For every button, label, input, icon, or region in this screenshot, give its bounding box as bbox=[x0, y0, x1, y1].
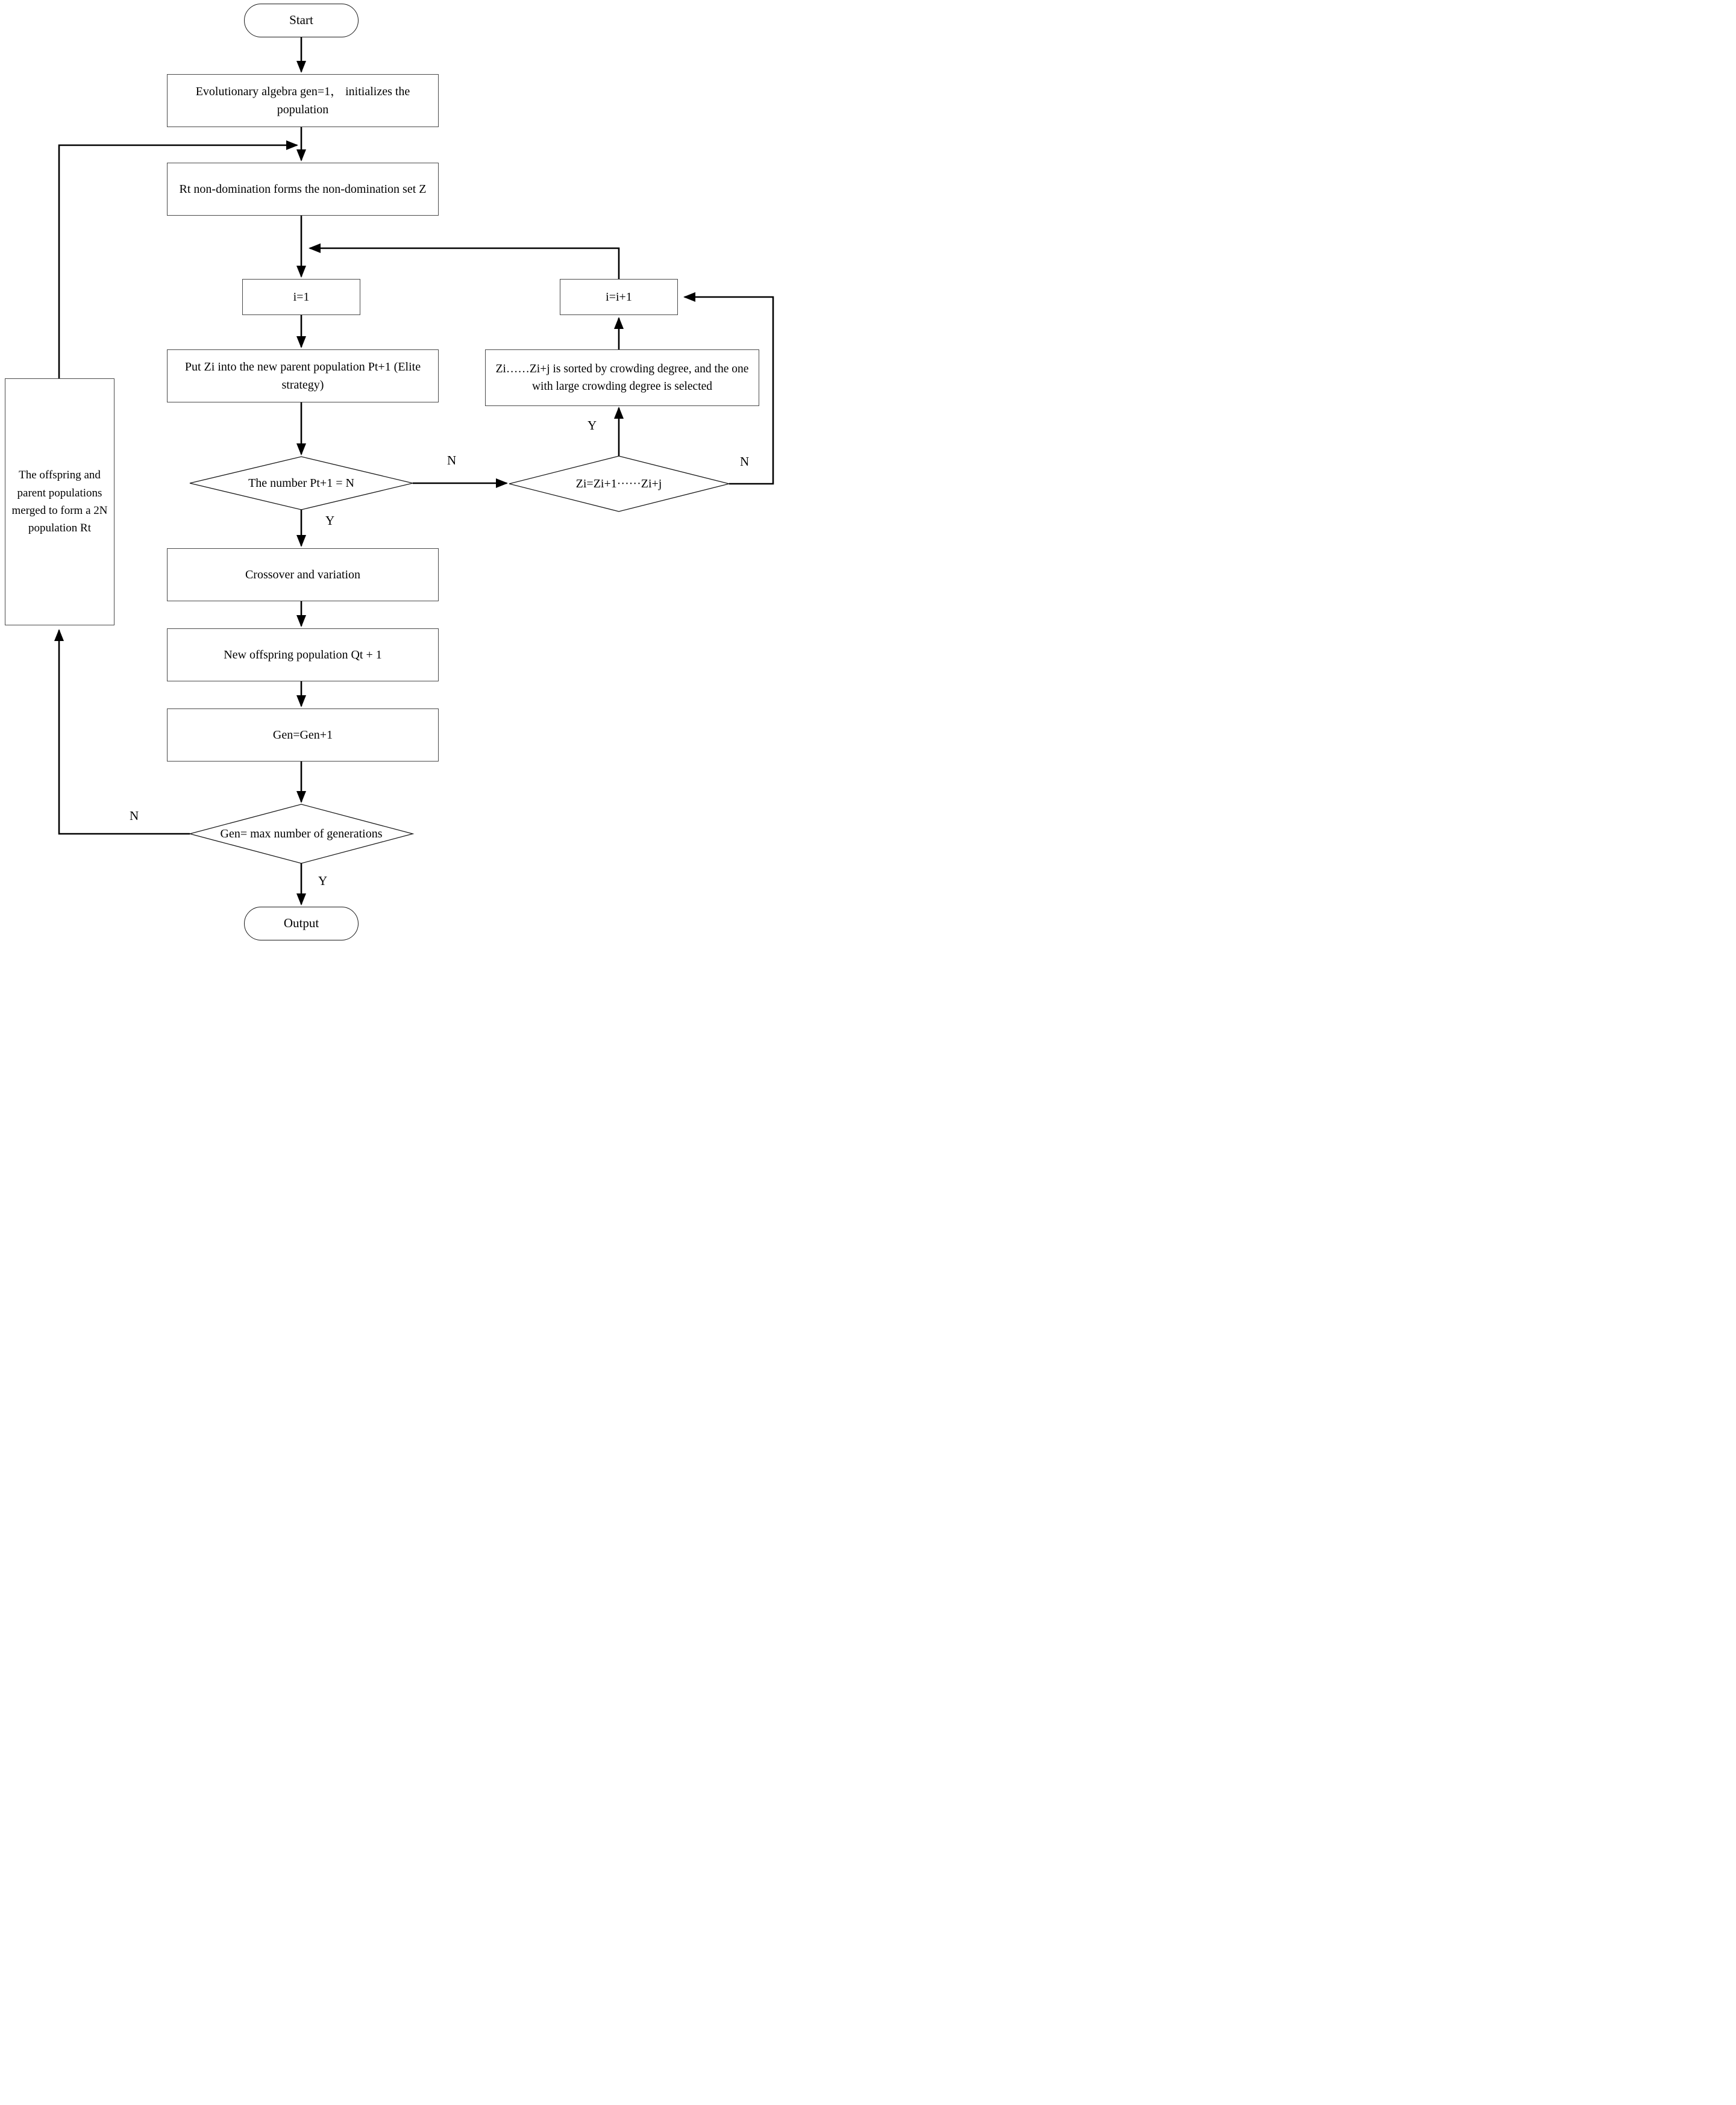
init-population-label: Evolutionary algebra gen=1， initializes the population bbox=[195, 85, 410, 116]
output-node bbox=[244, 907, 359, 940]
count-check-yes-label: Y bbox=[325, 513, 335, 528]
elite-strategy-node bbox=[167, 349, 439, 402]
elite-strategy-label: Put Zi into the new parent population Pt+1 (Elite strategy) bbox=[184, 360, 421, 392]
nondomination-node bbox=[167, 163, 439, 216]
gen-check-yes-label: Y bbox=[318, 874, 328, 888]
merge-population-label: The offspring and parent populations merged to form a 2N population Rt bbox=[11, 469, 108, 535]
gen-increment-node bbox=[167, 708, 439, 762]
gen-increment-label: Gen=Gen+1 bbox=[272, 728, 333, 742]
crossover-label: Crossover and variation bbox=[245, 568, 361, 581]
nondomination-label: Rt non-domination forms the non-domination set Z bbox=[179, 183, 427, 196]
output-label: Output bbox=[283, 916, 319, 931]
crowding-sort-label: Zi……Zi+j is sorted by crowding degree, and the one with large crowding degree is selected bbox=[495, 362, 749, 393]
crowding-sort-node bbox=[485, 349, 759, 406]
gen-check-no-label: N bbox=[130, 809, 139, 823]
i-init-node bbox=[242, 279, 360, 315]
offspring-population-label: New offspring population Qt + 1 bbox=[224, 648, 382, 662]
i-increment-label: i=i+1 bbox=[606, 290, 632, 304]
init-population-node bbox=[167, 74, 439, 127]
flowchart-canvas bbox=[0, 0, 781, 950]
start-label: Start bbox=[289, 13, 313, 28]
gen-check-label: Gen= max number of generations bbox=[220, 827, 383, 840]
offspring-population-node bbox=[167, 628, 439, 681]
i-increment-node bbox=[560, 279, 678, 315]
zi-range-label: Zi=Zi+1······Zi+j bbox=[575, 477, 662, 490]
count-check-no-label: N bbox=[447, 453, 457, 468]
crossover-node bbox=[167, 548, 439, 601]
edge-i-increment-return bbox=[310, 248, 619, 279]
start-node bbox=[244, 4, 359, 37]
zi-range-no-label: N bbox=[740, 454, 750, 469]
zi-range-yes-label: Y bbox=[588, 418, 597, 433]
i-init-label: i=1 bbox=[293, 290, 310, 304]
count-check-label: The number Pt+1 = N bbox=[248, 476, 354, 490]
merge-population-node bbox=[5, 378, 114, 625]
